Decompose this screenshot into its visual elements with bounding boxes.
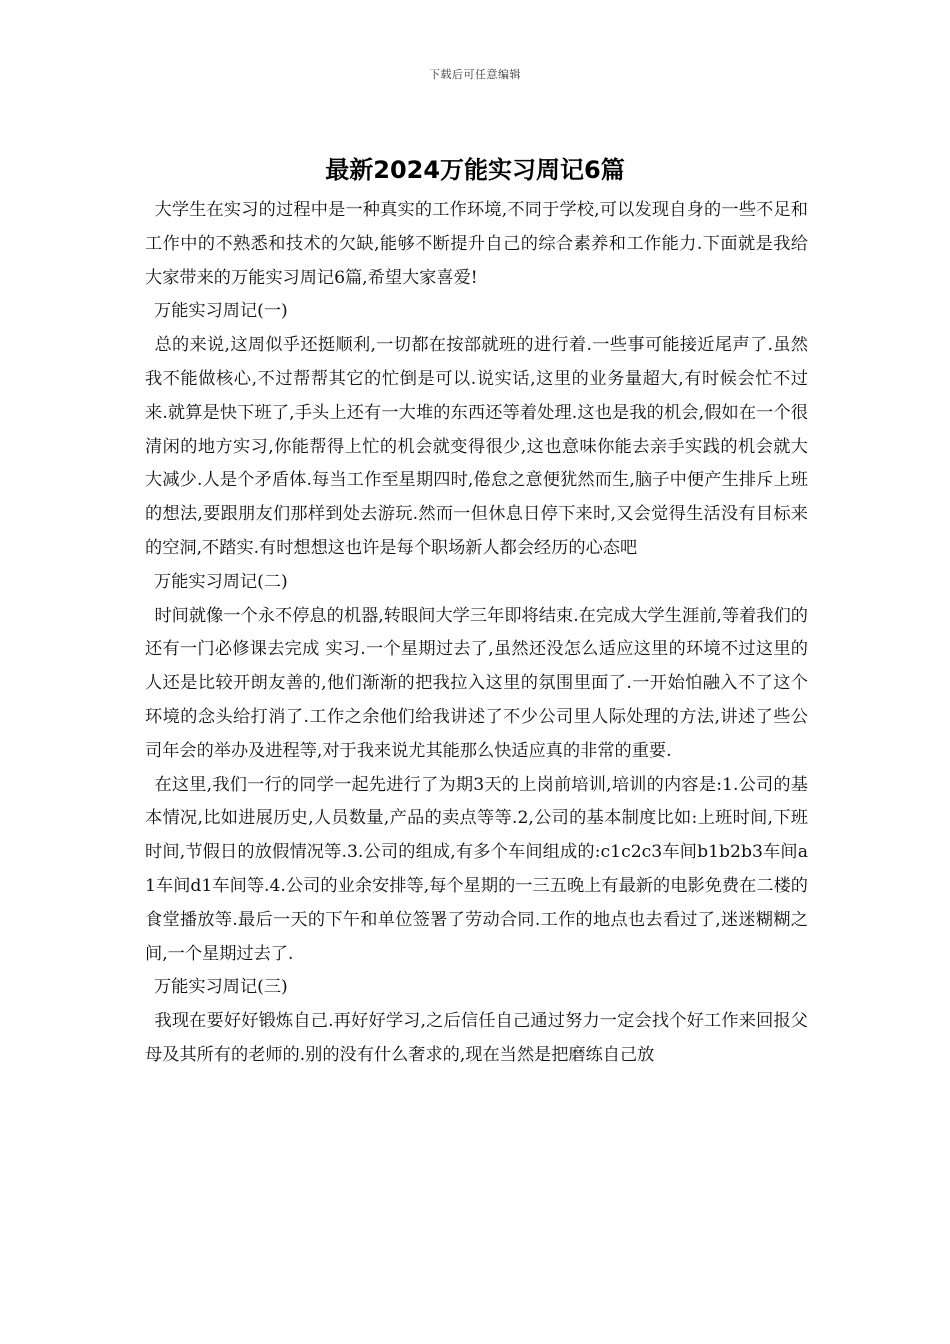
- document-title: 最新2024万能实习周记6篇: [325, 156, 625, 184]
- section-3-paragraph-1: 我现在要好好锻炼自己.再好好学习,之后信任自己通过努力一定会找个好工作来回报父母及其所有的老师的.别的没有什么奢求的,现在当然是把磨练自己放: [145, 1011, 808, 1065]
- document-body: [145, 194, 808, 1073]
- section-2-paragraph-1: 时间就像一个永不停息的机器,转眼间大学三年即将结束.在完成大学生涯前,等着我们的还有一门必修课去完成 实习.一个星期过去了,虽然还没怎么适应这里的环境不过这里的人还是比较开朗友善的,他们渐渐的把我拉入这里的氛围里面了.一开始怕融入不了这个环境的念头给打消了.工作之余他们给我讲述了不少公司里人际处理的方法,讲述了些公司年会的举办及进程等,对于我来说尤其能那么快适应真的非常的重要.: [145, 605, 808, 761]
- section-1-paragraph-1: 总的来说,这周似乎还挺顺利,一切都在按部就班的进行着.一些事可能接近尾声了.虽然我不能做核心,不过帮帮其它的忙倒是可以.说实话,这里的业务量超大,有时候会忙不过来.就算是快下班了,手头上还有一大堆的东西还等着处理.这也是我的机会,假如在一个很清闲的地方实习,你能帮得上忙的机会就变得很少,这也意味你能去亲手实践的机会就大大减少.人是个矛盾体.每当工作至星期四时,倦怠之意便犹然而生,脑子中便产生排斥上班的想法,要跟朋友们那样到处去游玩.然而一但休息日停下来时,又会觉得生活没有目标来的空洞,不踏实.有时想想这也许是每个职场新人都会经历的心态吧: [145, 335, 808, 558]
- section-heading-2: 万能实习周记(二): [154, 571, 288, 592]
- intro-paragraph: 大学生在实习的过程中是一种真实的工作环境,不同于学校,可以发现自身的一些不足和工作中的不熟悉和技术的欠缺,能够不断提升自己的综合素养和工作能力.下面就是我给大家带来的万能实习周记6篇,希望大家喜爱!: [145, 200, 808, 288]
- section-heading-1: 万能实习周记(一): [154, 301, 288, 322]
- section-heading-3: 万能实习周记(三): [154, 977, 288, 998]
- header-note: 下载后可任意编辑: [429, 68, 521, 81]
- section-2-paragraph-2: 在这里,我们一行的同学一起先进行了为期3天的上岗前培训,培训的内容是:1.公司的基本情况,比如进展历史,人员数量,产品的卖点等等.2,公司的基本制度比如:上班时间,下班时间,节假日的放假情况等.3.公司的组成,有多个车间组成的:c1c2c3车间b1b2b3车间a1车间d1车间等.4.公司的业余安排等,每个星期的一三五晚上有最新的电影免费在二楼的食堂播放等.最后一天的下午和单位签署了劳动合同.工作的地点也去看过了,迷迷糊糊之间,一个星期过去了.: [145, 774, 808, 964]
